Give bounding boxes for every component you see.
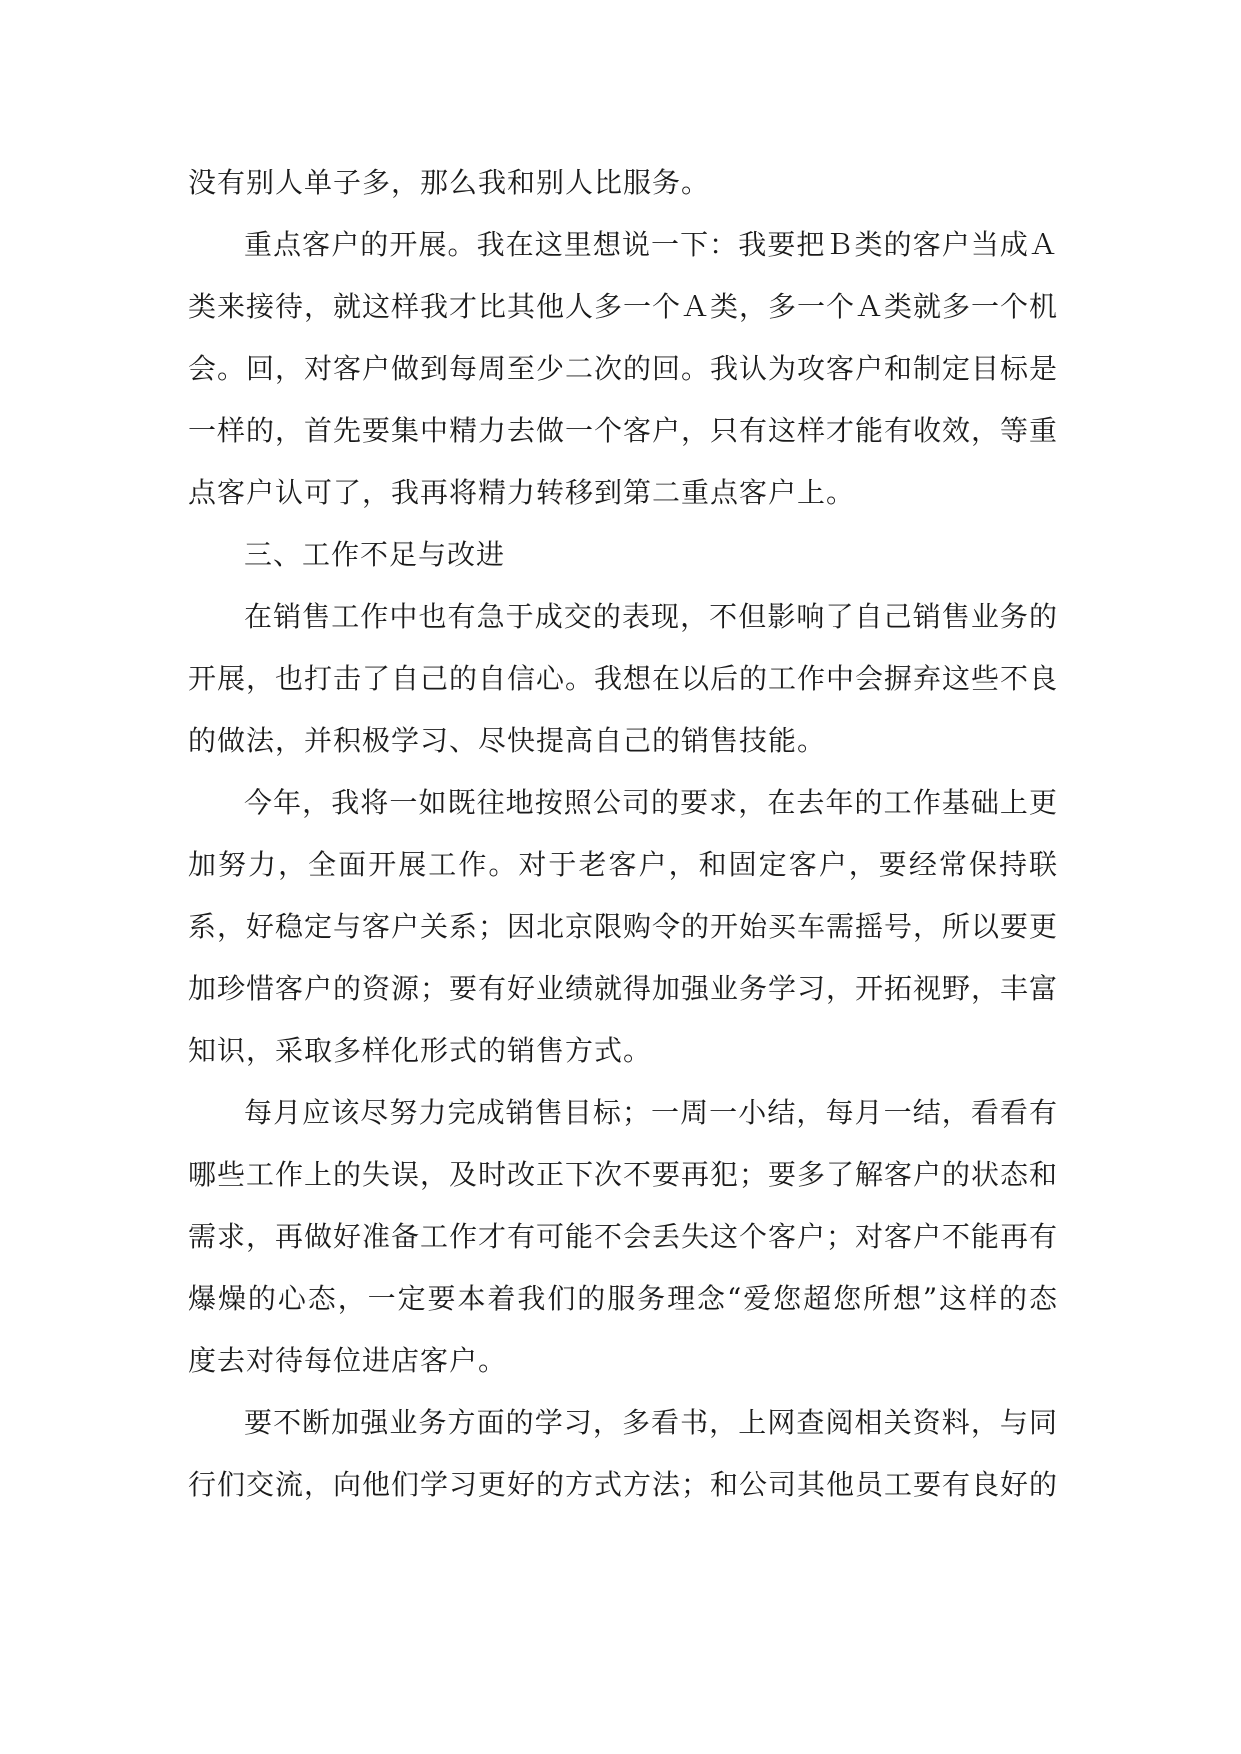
paragraph-6: 要不断加强业务方面的学习，多看书，上网查阅相关资料，与同行们交流，向他们学习更好的方式方法；和公司其他员工要有良好的 — [188, 1406, 1059, 1501]
paragraph-4: 今年，我将一如既往地按照公司的要求，在去年的工作基础上更加努力，全面开展工作。对于老客户，和固定客户，要经常保持联系，好稳定与客户关系；因北京限购令的开始买车需摇号，所以要更加珍惜客户的资源；要有好业绩就得加强业务学习，开拓视野，丰富知识，采取多样化形式的销售方式。 — [188, 786, 1059, 1067]
paragraph-3: 在销售工作中也有急于成交的表现，不但影响了自己销售业务的开展，也打击了自己的自信心。我想在以后的工作中会摒弃这些不良的做法，并积极学习、尽快提高自己的销售技能。 — [188, 600, 1059, 757]
document-body — [188, 152, 1058, 1516]
paragraph-1: 没有别人单子多，那么我和别人比服务。 — [188, 166, 711, 199]
paragraph-2: 重点客户的开展。我在这里想说一下：我要把Ｂ类的客户当成Ａ类来接待，就这样我才比其他人多一个Ａ类，多一个Ａ类就多一个机会。回，对客户做到每周至少二次的回。我认为攻客户和制定目标是一样的，首先要集中精力去做一个客户，只有这样才能有收效，等重点客户认可了，我再将精力转移到第二重点客户上。 — [188, 228, 1059, 509]
section-heading: 三、工作不足与改进 — [244, 538, 506, 571]
paragraph-5: 每月应该尽努力完成销售目标；一周一小结，每月一结，看看有哪些工作上的失误，及时改正下次不要再犯；要多了解客户的状态和需求，再做好准备工作才有可能不会丢失这个客户；对客户不能再有爆燥的心态，一定要本着我们的服务理念“爱您超您所想”这样的态度去对待每位进店客户。 — [188, 1096, 1059, 1377]
